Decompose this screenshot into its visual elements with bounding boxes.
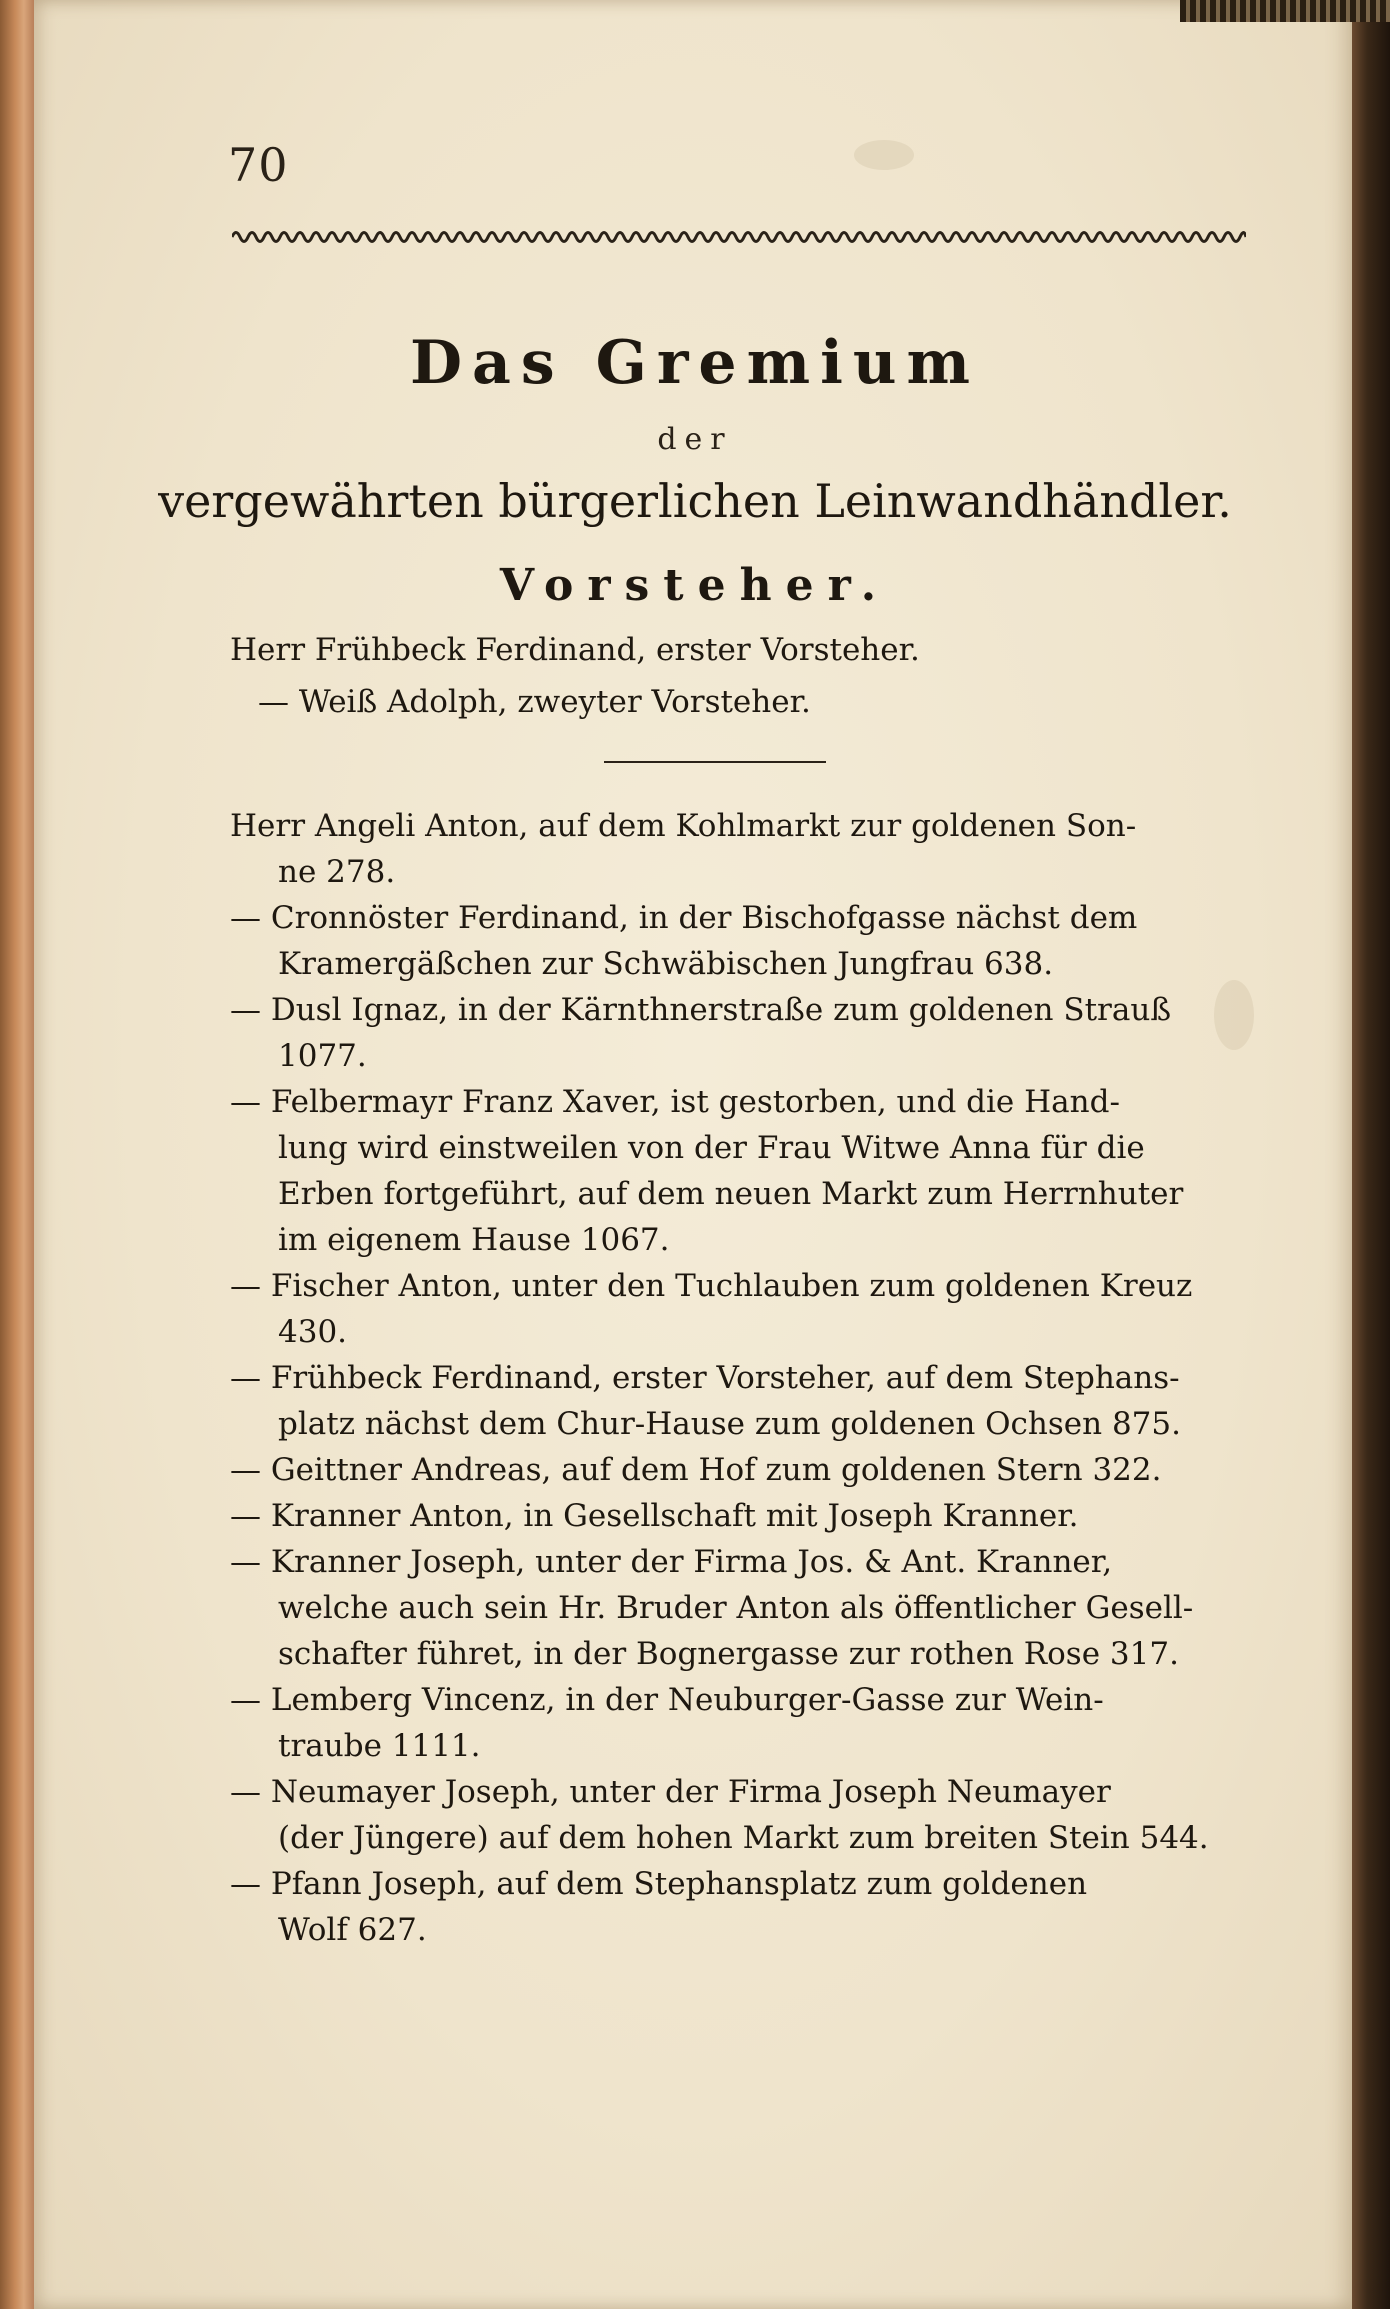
page-subtitle: vergewährten bürgerlichen Leinwandhändler. xyxy=(158,474,1232,528)
entry-line: — Kranner Anton, in Gesellschaft mit Joseph Kranner. xyxy=(230,1498,1079,1534)
entry-continuation: traube 1111. xyxy=(278,1728,481,1764)
entry-line: — Felbermayr Franz Xaver, ist gestorben, und die Hand- xyxy=(230,1084,1120,1120)
merchant-entry xyxy=(230,987,1171,1079)
section-divider xyxy=(604,761,826,763)
merchant-entry xyxy=(230,803,1136,895)
entry-line: — Dusl Ignaz, in der Kärnthnerstraße zum goldenen Strauß xyxy=(230,992,1172,1028)
merchant-entry xyxy=(230,1769,1209,1861)
merchant-entry xyxy=(230,1493,1078,1539)
merchant-entry xyxy=(230,1861,1087,1953)
entry-continuation: Wolf 627. xyxy=(278,1912,427,1948)
entry-continuation: 1077. xyxy=(278,1038,367,1074)
entry-continuation: im eigenem Hause 1067. xyxy=(278,1222,670,1258)
merchant-entry xyxy=(230,1539,1193,1677)
merchant-entry xyxy=(230,1079,1183,1263)
officers-heading: Vorsteher. xyxy=(499,560,891,611)
merchant-entry xyxy=(230,1447,1161,1493)
entry-continuation: (der Jüngere) auf dem hohen Markt zum breiten Stein 544. xyxy=(278,1820,1209,1856)
entry-line: — Pfann Joseph, auf dem Stephansplatz zum goldenen xyxy=(230,1866,1088,1902)
entry-line: — Kranner Joseph, unter der Firma Jos. & Ant. Kranner, xyxy=(230,1544,1113,1580)
entry-line: — Geittner Andreas, auf dem Hof zum goldenen Stern 322. xyxy=(230,1452,1162,1488)
entry-continuation: welche auch sein Hr. Bruder Anton als öffentlicher Gesell- xyxy=(278,1590,1194,1626)
entry-continuation: Kramergäßchen zur Schwäbischen Jungfrau 638. xyxy=(278,946,1054,982)
title-connector: der xyxy=(657,422,733,457)
entry-continuation: 430. xyxy=(278,1314,348,1350)
bookmark-ribbon xyxy=(1180,0,1390,22)
merchant-entry xyxy=(230,895,1137,987)
page-title: Das Gremium xyxy=(410,328,980,398)
entry-line: — Cronnöster Ferdinand, in der Bischofgasse nächst dem xyxy=(230,900,1138,936)
ornamental-rule xyxy=(232,226,1246,248)
entry-continuation: platz nächst dem Chur-Hause zum goldenen Ochsen 875. xyxy=(278,1406,1181,1442)
entry-line: — Lemberg Vincenz, in der Neuburger-Gasse zur Wein- xyxy=(230,1682,1104,1718)
page-stain xyxy=(1214,980,1254,1050)
officer-line: — Weiß Adolph, zweyter Vorsteher. xyxy=(258,684,811,720)
entry-line: Herr Angeli Anton, auf dem Kohlmarkt zur goldenen Son- xyxy=(230,808,1137,844)
entry-line: — Frühbeck Ferdinand, erster Vorsteher, auf dem Stephans- xyxy=(230,1360,1180,1396)
entry-continuation: ne 278. xyxy=(278,854,396,890)
officer-line: Herr Frühbeck Ferdinand, erster Vorsteher. xyxy=(230,632,920,668)
entry-line: — Neumayer Joseph, unter der Firma Joseph Neumayer xyxy=(230,1774,1111,1810)
entry-continuation: Erben fortgeführt, auf dem neuen Markt zum Herrnhuter xyxy=(278,1176,1184,1212)
merchant-entry xyxy=(230,1355,1181,1447)
entry-continuation: lung wird einstweilen von der Frau Witwe Anna für die xyxy=(278,1130,1145,1166)
entry-line: — Fischer Anton, unter den Tuchlauben zum goldenen Kreuz xyxy=(230,1268,1193,1304)
merchant-entry xyxy=(230,1677,1104,1769)
page-stain xyxy=(854,140,914,170)
page-number: 70 xyxy=(228,138,289,192)
merchant-entry xyxy=(230,1263,1192,1355)
entry-continuation: schafter führet, in der Bognergasse zur rothen Rose 317. xyxy=(278,1636,1179,1672)
